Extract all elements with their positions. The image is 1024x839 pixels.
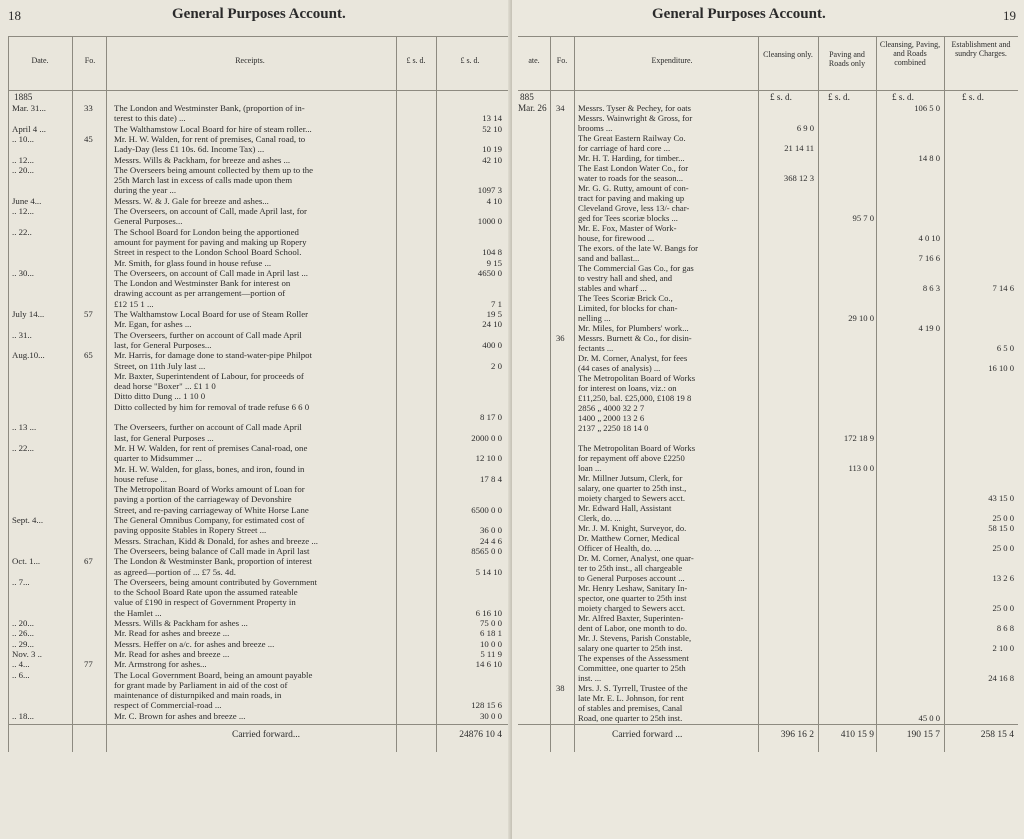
total-c2: 410 15 9 bbox=[840, 730, 874, 740]
entry-text: terest to this date) ... bbox=[114, 113, 186, 124]
col-fo: Fo. bbox=[84, 56, 96, 65]
entry-text: Ditto collected by him for removal of trade refuse 6 6 0 bbox=[114, 401, 310, 412]
entry-amount: 8 17 0 bbox=[480, 412, 502, 422]
entry-text: Mr. Read for ashes and breeze ... bbox=[114, 628, 230, 639]
col-establishment: Establishment and sundry Charges. bbox=[951, 40, 1011, 58]
entry-date: .. 6... bbox=[12, 669, 30, 680]
right-page bbox=[512, 0, 1024, 839]
entry-text: Mr. Millner Jutsum, Clerk, for bbox=[578, 473, 683, 483]
entry-text: amount for payment for paving and making up Ropery bbox=[114, 236, 307, 247]
entry-text: house, for firewood ... bbox=[578, 233, 655, 243]
entry-date: .. 12... bbox=[12, 206, 34, 216]
entry-text: The expenses of the Assessment bbox=[578, 653, 689, 663]
entry-amount: 2000 0 0 bbox=[471, 432, 502, 443]
entry-c3: 14 8 0 bbox=[918, 153, 940, 163]
entry-text: Dr. Matthew Corner, Medical bbox=[578, 533, 680, 543]
col-combined: Cleansing, Paving, and Roads combined bbox=[879, 40, 941, 67]
entry-text: late Mr. E. L. Johnson, for rent bbox=[578, 693, 684, 703]
entry-text: Mr. Henry Leshaw, Sanitary In- bbox=[578, 583, 688, 593]
entry-c4: 16 10 0 bbox=[988, 363, 1014, 373]
entry-text: The Overseers, on account of Call, made April last, for bbox=[114, 206, 307, 216]
entry-text: Mr. Egan, for ashes ... bbox=[114, 319, 192, 330]
entry-text: to General Purposes account ... bbox=[578, 573, 685, 583]
entry-amount: 8565 0 0 bbox=[471, 545, 502, 556]
entry-amount: 14 6 10 bbox=[475, 659, 502, 670]
entry-date: .. 26... bbox=[12, 628, 34, 639]
entry-text: drawing account as per arrangement—portion of bbox=[114, 288, 286, 299]
page-number-left: 18 bbox=[8, 8, 21, 23]
entry-text: loan ... bbox=[578, 463, 602, 473]
entry-amount: 5 14 10 bbox=[475, 566, 502, 577]
entry-date: .. 29... bbox=[12, 638, 34, 649]
entry-amount: 13 14 bbox=[482, 113, 502, 124]
entry-amount: 400 0 bbox=[482, 339, 502, 350]
entry-c4: 58 15 0 bbox=[988, 523, 1014, 533]
entry-text: dead horse "Boxer" ... £1 1 0 bbox=[114, 381, 216, 392]
col-lsd2: £ s. d. bbox=[460, 56, 480, 65]
entry-text: 2856 „ 4000 32 2 7 bbox=[578, 403, 645, 413]
entry-text: The Metropolitan Board of Works amount of Loan for bbox=[114, 484, 305, 495]
total-c4: 258 15 4 bbox=[980, 730, 1014, 740]
entry-date: .. 18... bbox=[12, 710, 34, 721]
entry-text: Dr. M. Corner, Analyst, for fees bbox=[578, 353, 688, 363]
entry-text: Cleveland Grove, less 13/- char- bbox=[578, 203, 690, 213]
entry-text: moiety charged to Sewers acct. bbox=[578, 493, 685, 503]
entry-amount: 4650 0 bbox=[477, 267, 502, 278]
entry-text: Officer of Health, do. ... bbox=[578, 543, 661, 553]
lsd-c1: £ s. d. bbox=[770, 92, 792, 102]
entry-text: The Overseers, being amount contributed by Government bbox=[114, 576, 318, 587]
entry-text: Messrs. Wills & Packham for ashes ... bbox=[114, 618, 248, 628]
entry-date: July 14... bbox=[12, 309, 45, 319]
entry-amount: 24 4 6 bbox=[480, 535, 502, 546]
entry-text: to vestry hall and shed, and bbox=[578, 273, 673, 283]
entry-text: The Overseers, being balance of Call made in April last bbox=[114, 545, 310, 556]
entry-amount: 30 0 0 bbox=[480, 710, 502, 721]
entry-folio: 77 bbox=[84, 659, 93, 670]
entry-text: The Metropolitan Board of Works bbox=[578, 443, 696, 453]
entry-text: Ditto ditto Dung ... 1 10 0 bbox=[114, 391, 206, 402]
entry-text: The Overseers, further on account of Call made April bbox=[114, 422, 302, 433]
entry-amount: 36 0 0 bbox=[480, 525, 502, 536]
entry-text: The exors. of the late W. Bangs for bbox=[578, 243, 699, 253]
entry-text: 1400 „ 2000 13 2 6 bbox=[578, 413, 645, 423]
entry-amount: 42 10 bbox=[482, 154, 502, 165]
entry-amount: 24 10 bbox=[482, 319, 502, 330]
carried-forward-total-left: 24876 10 4 bbox=[459, 730, 502, 740]
entry-text: Lady-Day (less £1 10s. 6d. Income Tax) ... bbox=[114, 144, 265, 155]
entry-date: Nov. 3 .. bbox=[12, 648, 42, 659]
entry-date: Sept. 4... bbox=[12, 515, 44, 525]
entry-folio: 34 bbox=[556, 103, 565, 113]
entry-amount: 7 1 bbox=[491, 298, 502, 309]
entry-text: inst. ... bbox=[578, 673, 602, 683]
entry-c4: 25 0 0 bbox=[992, 603, 1014, 613]
entry-text: The Walthamstow Local Board for hire of steam roller... bbox=[114, 123, 312, 134]
entry-text: for repayment off above £2250 bbox=[578, 453, 685, 463]
entry-c1: 368 12 3 bbox=[783, 173, 814, 183]
entry-text: sand and ballast... bbox=[578, 253, 640, 263]
entry-c2: 95 7 0 bbox=[852, 213, 874, 223]
col-receipts: Receipts. bbox=[235, 56, 265, 65]
entry-text: £11,250, bal. £25,000, £108 19 8 bbox=[578, 393, 692, 403]
entry-text: paving a portion of the carriageway of Devonshire bbox=[114, 494, 292, 505]
entry-text: The London and Westminster Bank, (proportion of in- bbox=[114, 103, 305, 113]
date-right: Mar. 26 bbox=[518, 103, 547, 113]
entry-text: 25th March last in excess of calls made upon them bbox=[114, 175, 293, 186]
entry-text: value of £190 in respect of Government Property in bbox=[114, 597, 296, 608]
entry-date: .. 7... bbox=[12, 576, 30, 587]
entry-text: the Hamlet ... bbox=[114, 607, 162, 618]
entry-folio: 36 bbox=[556, 333, 565, 343]
entry-c1: 21 14 11 bbox=[784, 143, 814, 153]
entry-amount: 104 8 bbox=[482, 247, 502, 258]
entry-date: .. 20... bbox=[12, 618, 34, 628]
entry-text: The Overseers, on account of Call made in April last ... bbox=[114, 267, 308, 278]
entry-c4: 25 0 0 bbox=[992, 513, 1014, 523]
entry-text: quarter to Midsummer ... bbox=[114, 453, 202, 464]
entry-text: The School Board for London being the apportioned bbox=[114, 226, 299, 237]
entry-text: to the School Board Rate upon the assumed rateable bbox=[114, 587, 298, 598]
entry-text: The Local Government Board, being an amount payable bbox=[114, 669, 313, 680]
year-right: 885 bbox=[520, 92, 534, 102]
entry-c3: 4 19 0 bbox=[918, 323, 940, 333]
entry-amount: 52 10 bbox=[482, 123, 502, 134]
entry-text: Messrs. W. & J. Gale for breeze and ashes... bbox=[114, 195, 269, 206]
entry-text: Street in respect to the London School Board School. bbox=[114, 247, 302, 258]
entry-text: Messrs. Strachan, Kidd & Donald, for ashes and breeze ... bbox=[114, 535, 318, 546]
entry-text: The Overseers being amount collected by them up to the bbox=[114, 164, 314, 175]
carried-forward-label-left: Carried forward... bbox=[232, 730, 301, 740]
entry-text: The London & Westminster Bank, proportion of interest bbox=[114, 556, 313, 567]
entry-c4: 6 5 0 bbox=[996, 343, 1014, 353]
col-date-right: ate. bbox=[528, 56, 540, 65]
entry-date: .. 31.. bbox=[12, 329, 32, 340]
lsd-c2: £ s. d. bbox=[828, 92, 850, 102]
entry-text: Messrs. Burnett & Co., for disin- bbox=[578, 333, 692, 343]
entry-text: (44 cases of analysis) ... bbox=[578, 363, 661, 373]
entry-folio: 65 bbox=[84, 350, 93, 361]
entry-amount: 12 10 0 bbox=[475, 453, 502, 464]
lsd-c3: £ s. d. bbox=[892, 92, 914, 102]
entry-c2: 29 10 0 bbox=[848, 313, 874, 323]
entry-c3: 8 6 3 bbox=[922, 283, 940, 293]
entry-c4: 13 2 6 bbox=[992, 573, 1014, 583]
entry-amount: 17 8 4 bbox=[480, 473, 502, 484]
entry-text: Mr. H. W. Walden, for glass, bones, and iron, found in bbox=[114, 463, 305, 474]
entry-text: Mr. J. Stevens, Parish Constable, bbox=[578, 633, 692, 643]
entry-amount: 75 0 0 bbox=[480, 618, 502, 628]
entry-date: .. 20... bbox=[12, 164, 34, 175]
entry-text: Limited, for blocks for chan- bbox=[578, 303, 678, 313]
entry-text: Mr. Smith, for glass found in house refuse ... bbox=[114, 257, 272, 268]
entry-text: Mr. E. Fox, Master of Work- bbox=[578, 223, 677, 233]
col-cleansing: Cleansing only. bbox=[763, 50, 813, 59]
entry-c1: 6 9 0 bbox=[796, 123, 814, 133]
entry-text: The Tees Scoriæ Brick Co., bbox=[578, 293, 673, 303]
entry-date: .. 12... bbox=[12, 154, 34, 165]
entry-text: £12 15 1 ... bbox=[114, 298, 154, 309]
entry-text: Street, and re-paving carriageway of White Horse Lane bbox=[114, 504, 309, 515]
entry-c3: 7 16 6 bbox=[918, 253, 940, 263]
page-title-right: General Purposes Account. bbox=[652, 6, 826, 22]
entry-text: Messrs. Wills & Packham, for breeze and ashes ... bbox=[114, 154, 291, 165]
entry-text: Dr. M. Corner, Analyst, one quar- bbox=[578, 553, 694, 563]
col-lsd1: £ s. d. bbox=[406, 56, 426, 65]
entry-date: .. 22.. bbox=[12, 226, 32, 237]
entry-amount: 19 5 bbox=[486, 309, 502, 319]
entry-folio: 67 bbox=[84, 556, 93, 567]
page-number-right: 19 bbox=[1003, 8, 1016, 23]
page-title-left: General Purposes Account. bbox=[172, 6, 346, 22]
entry-c4: 7 14 6 bbox=[992, 283, 1014, 293]
entry-c4: 24 16 8 bbox=[988, 673, 1014, 683]
entry-folio: 33 bbox=[84, 103, 93, 113]
entry-text: The East London Water Co., for bbox=[578, 163, 689, 173]
entry-text: salary one quarter to 25th inst. bbox=[578, 643, 683, 653]
entry-c2: 172 18 9 bbox=[843, 433, 874, 443]
total-c3: 190 15 7 bbox=[906, 730, 940, 740]
entry-text: Mrs. J. S. Tyrrell, Trustee of the bbox=[578, 683, 688, 693]
entry-date: Mar. 31... bbox=[12, 103, 46, 113]
entry-text: Messrs. Tyser & Pechey, for oats bbox=[578, 103, 692, 113]
entry-folio: 57 bbox=[84, 309, 93, 319]
entry-c4: 43 15 0 bbox=[988, 493, 1014, 503]
entry-text: Mr. H. T. Harding, for timber... bbox=[578, 153, 685, 163]
entry-text: Road, one quarter to 25th inst. bbox=[578, 713, 683, 723]
entry-c3: 4 0 10 bbox=[918, 233, 940, 243]
col-paving: Paving and Roads only bbox=[828, 50, 866, 68]
entry-text: ged for Tees scoriæ blocks ... bbox=[578, 213, 678, 223]
entry-date: June 4... bbox=[12, 195, 42, 206]
col-date: Date. bbox=[31, 56, 49, 65]
entry-text: Mr. Armstrong for ashes... bbox=[114, 659, 207, 670]
entry-text: Mr. Harris, for damage done to stand-water-pipe Philpot bbox=[114, 350, 312, 361]
entry-date: Aug.10... bbox=[12, 350, 45, 361]
entry-text: last, for General Purposes... bbox=[114, 339, 212, 350]
entry-text: Mr. Baxter, Superintendent of Labour, for proceeds of bbox=[114, 370, 304, 381]
entry-c2: 113 0 0 bbox=[848, 463, 874, 473]
entry-text: The Great Eastern Railway Co. bbox=[578, 133, 686, 143]
entry-text: respect of Commercial-road ... bbox=[114, 700, 222, 711]
entry-text: 2137 „ 2250 18 14 0 bbox=[578, 423, 649, 433]
entry-amount: 6 16 10 bbox=[475, 607, 502, 618]
col-expenditure: Expenditure. bbox=[651, 56, 693, 65]
entry-date: Oct. 1... bbox=[12, 556, 41, 567]
total-c1: 396 16 2 bbox=[780, 730, 814, 740]
entry-text: as agreed—portion of ... £7 5s. 4d. bbox=[114, 566, 236, 577]
entry-amount: 6500 0 0 bbox=[471, 504, 502, 515]
entry-amount: 1097 3 bbox=[477, 185, 502, 196]
col-fo-right: Fo. bbox=[556, 56, 568, 65]
entry-text: nelling ... bbox=[578, 313, 611, 323]
entry-text: paving opposite Stables in Ropery Street ... bbox=[114, 525, 267, 536]
entry-text: The Commercial Gas Co., for gas bbox=[578, 263, 694, 273]
entry-date: .. 22... bbox=[12, 442, 34, 453]
entry-text: The Walthamstow Local Board for use of Steam Roller bbox=[114, 309, 309, 319]
entry-text: Mr. Read for ashes and breeze ... bbox=[114, 648, 230, 659]
entry-folio: 38 bbox=[556, 683, 565, 693]
entry-text: Clerk, do. ... bbox=[578, 513, 621, 523]
entry-text: for grant made by Parliament in aid of the cost of bbox=[114, 679, 288, 690]
entry-text: spector, one quarter to 25th inst bbox=[578, 593, 687, 603]
carried-forward-label-right: Carried forward ... bbox=[612, 730, 683, 740]
entry-text: Mr. C. Brown for ashes and breeze ... bbox=[114, 710, 246, 721]
entry-text: The Overseers, further on account of Call made April bbox=[114, 329, 302, 340]
entry-c4: 25 0 0 bbox=[992, 543, 1014, 553]
entry-text: Messrs. Heffer on a/c. for ashes and breeze ... bbox=[114, 638, 275, 649]
entry-amount: 9 15 bbox=[486, 257, 502, 268]
entry-text: last, for General Purposes ... bbox=[114, 432, 214, 443]
entry-text: for carriage of hard core ... bbox=[578, 143, 671, 153]
entry-folio: 45 bbox=[84, 133, 93, 144]
entry-amount: 6 18 1 bbox=[480, 628, 502, 639]
entry-text: Committee, one quarter to 25th bbox=[578, 663, 686, 673]
entry-text: for interest on loans, viz.: on bbox=[578, 383, 677, 393]
entry-text: moiety charged to Sewers acct. bbox=[578, 603, 685, 613]
entry-text: Mr. J. M. Knight, Surveyor, do. bbox=[578, 523, 687, 533]
entry-text: Mr. H W. Walden, for rent of premises Canal-road, one bbox=[114, 442, 308, 453]
entry-date: April 4 ... bbox=[12, 123, 46, 134]
entry-amount: 10 19 bbox=[482, 144, 502, 155]
entry-c3: 45 0 0 bbox=[918, 713, 940, 723]
entry-text: Street, on 11th July last ... bbox=[114, 360, 206, 371]
lsd-c4: £ s. d. bbox=[962, 92, 984, 102]
entry-text: Mr. H. W. Walden, for rent of premises, Canal road, to bbox=[114, 133, 306, 144]
entry-text: The London and Westminster Bank for interest on bbox=[114, 278, 291, 289]
entry-text: ter to 25th inst., all chargeable bbox=[578, 563, 683, 573]
entry-text: tract for paving and making up bbox=[578, 193, 685, 203]
entry-text: General Purposes... bbox=[114, 216, 183, 227]
entry-text: of stables and premises, Canal bbox=[578, 703, 683, 713]
entry-text: stables and wharf ... bbox=[578, 283, 647, 293]
entry-text: The Metropolitan Board of Works bbox=[578, 373, 696, 383]
entry-text: dent of Labor, one month to do. bbox=[578, 623, 687, 633]
entry-amount: 2 0 bbox=[491, 360, 502, 371]
entry-date: .. 30... bbox=[12, 267, 34, 278]
entry-text: Mr. Miles, for Plumbers' work... bbox=[578, 323, 689, 333]
entry-amount: 1000 0 bbox=[477, 216, 502, 227]
entry-text: Mr. Edward Hall, Assistant bbox=[578, 503, 672, 513]
entry-text: Mr. Alfred Baxter, Superinten- bbox=[578, 613, 684, 623]
entry-amount: 10 0 0 bbox=[480, 638, 502, 649]
entry-amount: 5 11 9 bbox=[480, 648, 502, 659]
entry-text: brooms ... bbox=[578, 123, 613, 133]
entry-date: .. 10... bbox=[12, 133, 34, 144]
entry-text: fectants ... bbox=[578, 343, 614, 353]
entry-text: Mr. G. G. Rutty, amount of con- bbox=[578, 183, 689, 193]
entry-amount: 4 10 bbox=[486, 195, 502, 206]
entry-text: salary, one quarter to 25th inst., bbox=[578, 483, 687, 493]
entry-text: maintenance of disturnpiked and main roads, in bbox=[114, 690, 282, 701]
entry-text: during the year ... bbox=[114, 185, 177, 196]
entry-c3: 106 5 0 bbox=[914, 103, 940, 113]
entry-date: .. 13 ... bbox=[12, 422, 37, 433]
entry-text: house refuse ... bbox=[114, 473, 168, 484]
year-left: 1885 bbox=[14, 92, 33, 102]
entry-date: .. 4... bbox=[12, 659, 30, 670]
entry-c4: 8 6 8 bbox=[996, 623, 1014, 633]
entry-c4: 2 10 0 bbox=[992, 643, 1014, 653]
entry-text: water to roads for the season... bbox=[578, 173, 684, 183]
entry-text: Messrs. Wainwright & Gross, for bbox=[578, 113, 693, 123]
entry-amount: 128 15 6 bbox=[471, 700, 502, 711]
entry-text: The General Omnibus Company, for estimated cost of bbox=[114, 515, 305, 525]
